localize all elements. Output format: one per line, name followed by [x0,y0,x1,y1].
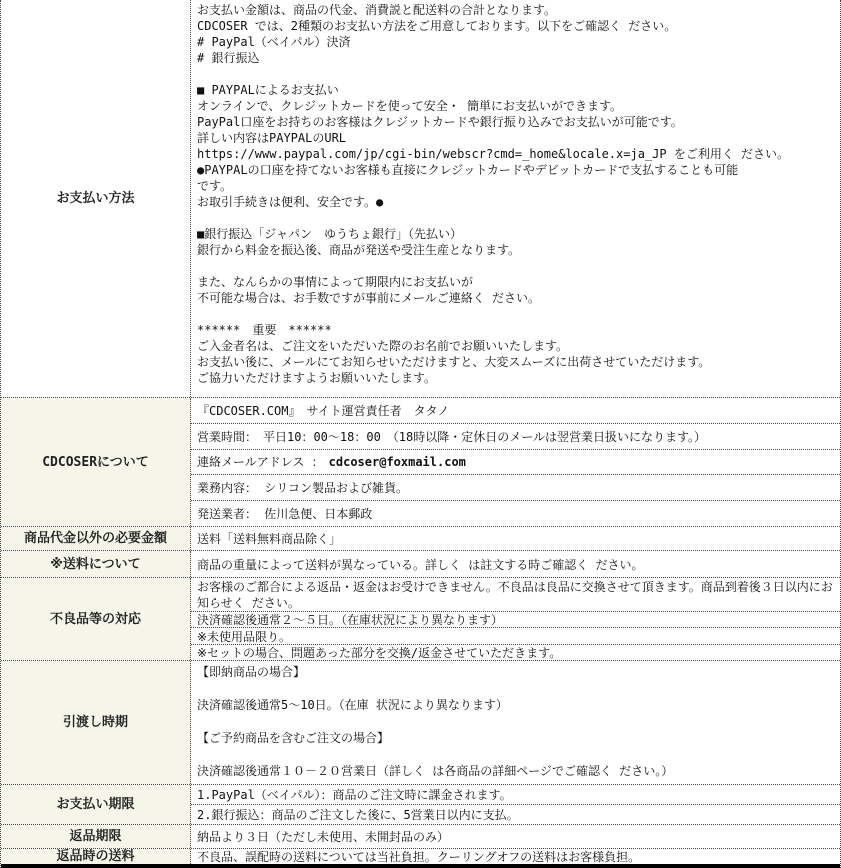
row-header-return-deadline: 返品期限 [1,825,191,848]
row-delivery-time [1,661,840,785]
blank-line [197,747,840,764]
text-line: ご協力いただけますようお願いいたします。 [197,371,437,385]
row-header-extra-fees: 商品代金以外の必要金額 [1,527,191,550]
contact-email-row [191,450,840,476]
blank-line [197,66,840,82]
row-header-return-shipping-fee: 返品時の送料 [1,849,191,864]
return-shipping-fee-content: 不良品、誤配時の送料については当社負担。クーリングオフの送料はお客様負担。 [191,849,840,864]
text-line: 銀行から料金を振込後、商品が発送や受注生産となります。 [197,243,521,257]
text-line: オンラインで、クレジットカードを使って安全・ 簡単にお支払いができます。 [197,99,623,113]
payment-deadline-content [191,785,840,824]
paypal-deadline-text: 1.PayPal（ベイパル）：商品のご注文時に課金されます。 [191,785,840,805]
extra-fees-content: 送料「送料無料商品除く」 [191,527,840,550]
row-header-about-cdcoser: CDCOSERについて [1,398,191,526]
row-payment-deadline [1,785,840,825]
row-return-shipping-fee [1,849,840,864]
defective-policy-text: お客様のご都合による返品・返金はお受けできません。不良品は良品に交換させて頂きます。商品到着後３日以内にお知らせく ださい。 [191,578,840,612]
unused-only-note: ※未使用品限り。 [191,628,840,644]
text-line: # PayPal（ベイパル）決済 [197,35,351,49]
row-header-payment-deadline: お支払い期限 [1,785,191,824]
exchange-time-text: 決済確認後通常２～５日。（在庫状況により異なります） [191,612,840,628]
blank-line [197,210,840,226]
row-header-defective-items: 不良品等の対応 [1,578,191,660]
text-line: お支払い金額は、商品の代金、消費説と配送料の合計となります。 [197,3,557,17]
bottom-border-bar [1,864,840,868]
shipping-fee-note-content: 商品の重量によって送料が異なっている。詳しく は註文する時ご確認く ださい。 [191,551,840,577]
text-line: ■銀行振込「ジャパン ゆうちょ銀行」（先払い） [197,227,462,241]
set-exchange-note: ※セットの場合、問題あった部分を交換/返金させていただきます。 [197,645,562,660]
row-extra-fees [1,527,840,551]
row-header-delivery-time: 引渡し時期 [1,661,191,784]
shippers-text: 発送業者： 佐川急便、日本郵政 [197,507,373,522]
text-line: PayPal口座をお持ちのお客様はクレジットカードや銀行振り込みでお支払いが可能です。 [197,115,683,129]
text-line: また、なんらかの事情によって期限内にお支払いが [197,275,474,289]
text-line: 詳しい内容はPAYPALのURL [197,131,347,145]
contact-email-label: 連絡メールアドレス ： [197,455,324,470]
preorder-case-label: 【ご予約商品を含むご注文の場合】 [197,731,390,745]
contact-email-address: cdcoser@foxmail.com [328,454,466,469]
text-line: CDCOSER では、2種類のお支払い方法をご用意しております。以下をご確認く ださい。 [197,19,677,33]
blank-line [197,714,840,731]
return-deadline-content: 納品より３日（ただし未使用、未開封品のみ） [191,825,840,848]
text-line: ご入金者名は、ご注文をいただいた際のお名前でお願いいたします。 [197,339,569,353]
row-header-shipping-fee-note: ※送料について [1,551,191,577]
blank-line [197,258,840,274]
important-note-marker: ****** 重要 ****** [197,323,332,337]
site-owner-text: 『CDCOSER.COM』 サイト運営責任者 タタノ [191,398,840,424]
business-hours-text: 営業時間： 平日10：00～18：00 （18時以降・定休日のメールは翌営業日扱いになります。） [191,424,840,450]
row-defective-items [1,578,840,661]
blank-line [197,306,840,322]
business-scope-text: 業務内容： シリコン製品および雑貨。 [191,475,840,501]
text-line: ■ PAYPALによるお支払い [197,83,339,97]
about-cdcoser-content [191,398,840,526]
in-stock-delivery-text: 決済確認後通常5～10日。（在庫 状況により異なります） [197,698,508,712]
paypal-url-text: https://www.paypal.com/jp/cgi-bin/webscr?cmd=_home&locale.x=ja_JP をご利用く ださい。 [197,147,790,161]
blank-line [197,681,840,698]
row-header-payment-method: お支払い方法 [1,0,191,397]
row-about-cdcoser [1,398,840,527]
text-line: ●PAYPALの口座を持てないお客様も直接にクレジットカードやデビットカードで支払することも可能 [197,163,739,177]
row-payment-method [1,0,840,398]
in-stock-case-label: 【即納商品の場合】 [197,665,306,679]
delivery-time-content [191,661,840,784]
defective-items-content [191,578,840,660]
preorder-delivery-text: 決済確認後通常１０－２０営業日（詳しく は各商品の詳細ページでご確認く ださい。） [197,764,674,778]
text-line: お支払い後に、メールにてお知らせいただけますと、大変スムーズに出荷させていただけます。 [197,355,711,369]
row-return-deadline [1,825,840,849]
row-shipping-fee-note [1,551,840,578]
text-line: # 銀行振込 [197,51,260,65]
payment-method-content [191,0,840,397]
bank-transfer-deadline-text: 2.銀行振込：商品のご注文した後に、5営業日以内に支払。 [197,808,519,822]
text-line: お取引手続きは便利、安全です。● [197,195,384,209]
text-line: です。 [197,179,233,193]
text-line: 不可能な場合は、お手数ですが事前にメールご連絡く ださい。 [197,291,540,305]
